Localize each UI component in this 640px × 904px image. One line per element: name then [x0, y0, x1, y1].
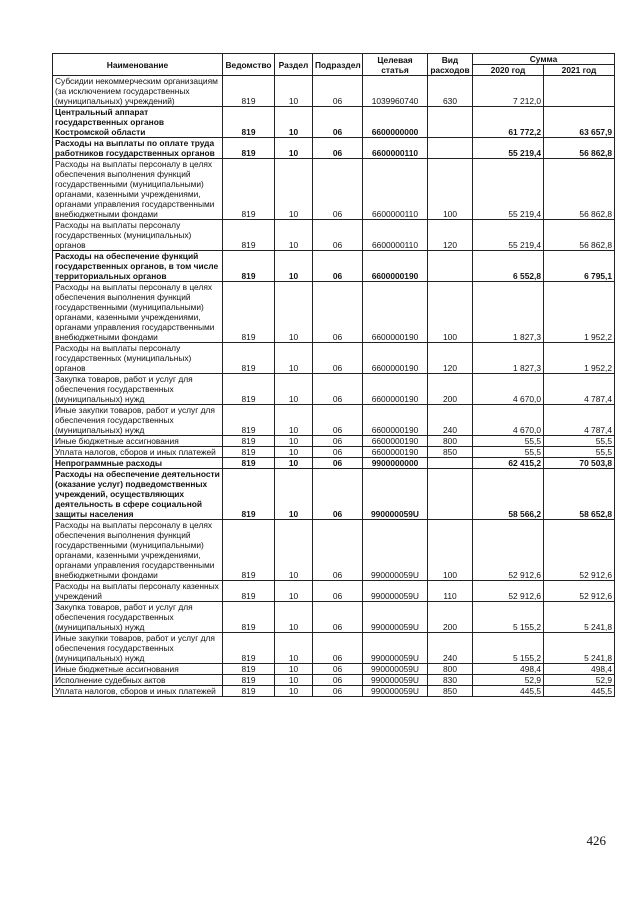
cell-sum-2021: 55,5: [544, 447, 615, 458]
table-row: [53, 107, 615, 138]
cell-target: 990000059U: [363, 602, 428, 633]
cell-section: 10: [275, 282, 313, 343]
table-row: [53, 343, 615, 374]
cell-sum-2021: 52 912,6: [544, 520, 615, 581]
cell-dept: 819: [223, 220, 275, 251]
cell-target: 6600000190: [363, 282, 428, 343]
cell-sum-2021: 58 652,8: [544, 469, 615, 520]
cell-sum-2021: 4 787,4: [544, 405, 615, 436]
cell-sum-2021: 55,5: [544, 436, 615, 447]
cell-exptype: [428, 251, 473, 282]
cell-sum-2021: 56 862,8: [544, 138, 615, 159]
cell-section: 10: [275, 374, 313, 405]
cell-subsection: 06: [313, 686, 363, 697]
cell-dept: 819: [223, 675, 275, 686]
table-body: [53, 76, 615, 697]
cell-sum-2020: 4 670,0: [473, 374, 544, 405]
cell-name: Иные закупки товаров, работ и услуг для обеспечения государственных (муниципальных) нужд: [53, 405, 223, 436]
cell-sum-2020: 7 212,0: [473, 76, 544, 107]
cell-subsection: 06: [313, 458, 363, 469]
cell-subsection: 06: [313, 633, 363, 664]
cell-target: 990000059U: [363, 469, 428, 520]
cell-target: 1039960740: [363, 76, 428, 107]
table-row: [53, 405, 615, 436]
table-header-row: [53, 54, 615, 65]
table-row: [53, 76, 615, 107]
cell-sum-2021: 445,5: [544, 686, 615, 697]
header-sum: Сумма: [473, 54, 615, 65]
cell-name: Расходы на выплаты по оплате труда работников государственных органов: [53, 138, 223, 159]
cell-sum-2020: 498,4: [473, 664, 544, 675]
cell-name: Расходы на выплаты персоналу государственных (муниципальных) органов: [53, 220, 223, 251]
cell-dept: 819: [223, 469, 275, 520]
cell-subsection: 06: [313, 282, 363, 343]
cell-target: 6600000110: [363, 159, 428, 220]
cell-exptype: 800: [428, 436, 473, 447]
cell-subsection: 06: [313, 581, 363, 602]
cell-exptype: [428, 138, 473, 159]
cell-target: 990000059U: [363, 520, 428, 581]
cell-section: 10: [275, 458, 313, 469]
cell-subsection: 06: [313, 374, 363, 405]
cell-exptype: 120: [428, 220, 473, 251]
cell-target: 6600000110: [363, 220, 428, 251]
cell-exptype: 830: [428, 675, 473, 686]
cell-sum-2021: 56 862,8: [544, 159, 615, 220]
cell-exptype: 240: [428, 405, 473, 436]
cell-name: Уплата налогов, сборов и иных платежей: [53, 686, 223, 697]
header-name: Наименование: [53, 54, 223, 76]
cell-sum-2021: 52,9: [544, 675, 615, 686]
cell-sum-2020: 4 670,0: [473, 405, 544, 436]
table-row: [53, 675, 615, 686]
cell-subsection: 06: [313, 675, 363, 686]
cell-dept: 819: [223, 159, 275, 220]
cell-sum-2021: 63 657,9: [544, 107, 615, 138]
cell-target: 6600000190: [363, 436, 428, 447]
table-row: [53, 581, 615, 602]
table-row: [53, 520, 615, 581]
cell-subsection: 06: [313, 251, 363, 282]
table-row: [53, 220, 615, 251]
header-year-2021: 2021 год: [544, 65, 615, 76]
cell-dept: 819: [223, 520, 275, 581]
cell-name: Исполнение судебных актов: [53, 675, 223, 686]
cell-exptype: 850: [428, 686, 473, 697]
budget-table: [52, 53, 615, 697]
cell-name: Расходы на обеспечение функций государственных органов, в том числе территориальных органов: [53, 251, 223, 282]
header-section: Раздел: [275, 54, 313, 76]
cell-exptype: 100: [428, 520, 473, 581]
cell-subsection: 06: [313, 447, 363, 458]
cell-sum-2020: 5 155,2: [473, 633, 544, 664]
table-row: [53, 469, 615, 520]
cell-subsection: 06: [313, 76, 363, 107]
cell-exptype: [428, 458, 473, 469]
table-row: [53, 664, 615, 675]
cell-sum-2020: 55 219,4: [473, 220, 544, 251]
cell-section: 10: [275, 520, 313, 581]
cell-sum-2020: 55,5: [473, 447, 544, 458]
cell-dept: 819: [223, 458, 275, 469]
cell-section: 10: [275, 343, 313, 374]
cell-section: 10: [275, 675, 313, 686]
cell-section: 10: [275, 220, 313, 251]
table-row: [53, 436, 615, 447]
cell-exptype: 800: [428, 664, 473, 675]
cell-target: 6600000190: [363, 447, 428, 458]
cell-exptype: [428, 469, 473, 520]
cell-sum-2020: 55,5: [473, 436, 544, 447]
cell-target: 990000059U: [363, 664, 428, 675]
cell-sum-2021: [544, 76, 615, 107]
cell-name: Закупка товаров, работ и услуг для обеспечения государственных (муниципальных) нужд: [53, 602, 223, 633]
cell-dept: 819: [223, 107, 275, 138]
cell-subsection: 06: [313, 520, 363, 581]
cell-name: Иные бюджетные ассигнования: [53, 436, 223, 447]
cell-sum-2020: 55 219,4: [473, 138, 544, 159]
cell-name: Закупка товаров, работ и услуг для обеспечения государственных (муниципальных) нужд: [53, 374, 223, 405]
cell-name: Расходы на выплаты персоналу государственных (муниципальных) органов: [53, 343, 223, 374]
cell-target: 990000059U: [363, 686, 428, 697]
cell-target: 990000059U: [363, 633, 428, 664]
cell-exptype: 100: [428, 159, 473, 220]
cell-subsection: 06: [313, 664, 363, 675]
cell-sum-2020: 58 566,2: [473, 469, 544, 520]
table-row: [53, 159, 615, 220]
cell-dept: 819: [223, 633, 275, 664]
cell-name: Центральный аппарат государственных органов Костромской области: [53, 107, 223, 138]
cell-sum-2020: 61 772,2: [473, 107, 544, 138]
cell-subsection: 06: [313, 107, 363, 138]
cell-dept: 819: [223, 282, 275, 343]
cell-target: 990000059U: [363, 581, 428, 602]
cell-dept: 819: [223, 664, 275, 675]
cell-sum-2020: 5 155,2: [473, 602, 544, 633]
cell-section: 10: [275, 602, 313, 633]
table-row: [53, 447, 615, 458]
cell-sum-2020: 52,9: [473, 675, 544, 686]
cell-sum-2020: 52 912,6: [473, 520, 544, 581]
cell-subsection: 06: [313, 602, 363, 633]
header-dept: Ведомство: [223, 54, 275, 76]
cell-exptype: [428, 107, 473, 138]
cell-exptype: 630: [428, 76, 473, 107]
page-number: 426: [586, 833, 606, 848]
cell-name: Субсидии некоммерческим организациям (за исключением государственных (муниципальных) учреждений): [53, 76, 223, 107]
cell-target: 6600000190: [363, 343, 428, 374]
cell-section: 10: [275, 581, 313, 602]
cell-name: Уплата налогов, сборов и иных платежей: [53, 447, 223, 458]
cell-dept: 819: [223, 251, 275, 282]
cell-exptype: 110: [428, 581, 473, 602]
cell-target: 6600000000: [363, 107, 428, 138]
cell-target: 6600000190: [363, 251, 428, 282]
cell-name: Расходы на выплаты персоналу в целях обеспечения выполнения функций государственными (муниципальными) органами, казенными учреждениями, органами управления государственными внебюджетными фондами: [53, 282, 223, 343]
cell-sum-2021: 5 241,8: [544, 602, 615, 633]
cell-subsection: 06: [313, 343, 363, 374]
cell-target: 6600000110: [363, 138, 428, 159]
cell-section: 10: [275, 436, 313, 447]
cell-sum-2020: 1 827,3: [473, 343, 544, 374]
cell-section: 10: [275, 76, 313, 107]
cell-dept: 819: [223, 343, 275, 374]
cell-dept: 819: [223, 686, 275, 697]
cell-dept: 819: [223, 374, 275, 405]
cell-name: Расходы на выплаты персоналу в целях обеспечения выполнения функций государственными (муниципальными) органами, казенными учреждениями, органами управления государственными внебюджетными фондами: [53, 159, 223, 220]
table-row: [53, 602, 615, 633]
cell-dept: 819: [223, 138, 275, 159]
cell-dept: 819: [223, 436, 275, 447]
cell-subsection: 06: [313, 436, 363, 447]
cell-dept: 819: [223, 581, 275, 602]
cell-section: 10: [275, 107, 313, 138]
header-subsection: Подраздел: [313, 54, 363, 76]
cell-exptype: 100: [428, 282, 473, 343]
cell-dept: 819: [223, 76, 275, 107]
cell-sum-2020: 55 219,4: [473, 159, 544, 220]
cell-exptype: 850: [428, 447, 473, 458]
cell-name: Иные бюджетные ассигнования: [53, 664, 223, 675]
cell-target: 990000059U: [363, 675, 428, 686]
cell-subsection: 06: [313, 220, 363, 251]
header-target: Целевая статья: [363, 54, 428, 76]
cell-exptype: 200: [428, 602, 473, 633]
cell-name: Расходы на выплаты персоналу в целях обеспечения выполнения функций государственными (муниципальными) органами, казенными учреждениями, органами управления государственными внебюджетными фондами: [53, 520, 223, 581]
table-row: [53, 374, 615, 405]
cell-target: 9900000000: [363, 458, 428, 469]
cell-sum-2021: 6 795,1: [544, 251, 615, 282]
cell-sum-2021: 70 503,8: [544, 458, 615, 469]
cell-name: Расходы на обеспечение деятельности (оказание услуг) подведомственных учреждений, осуществляющих деятельность в сфере социальной защиты населения: [53, 469, 223, 520]
header-year-2020: 2020 год: [473, 65, 544, 76]
table-row: [53, 458, 615, 469]
cell-dept: 819: [223, 602, 275, 633]
cell-sum-2020: 52 912,6: [473, 581, 544, 602]
cell-target: 6600000190: [363, 405, 428, 436]
cell-sum-2021: 5 241,8: [544, 633, 615, 664]
cell-target: 6600000190: [363, 374, 428, 405]
cell-sum-2020: 445,5: [473, 686, 544, 697]
cell-name: Непрограммные расходы: [53, 458, 223, 469]
cell-sum-2021: 1 952,2: [544, 282, 615, 343]
cell-subsection: 06: [313, 159, 363, 220]
table-row: [53, 138, 615, 159]
header-exptype: Вид расходов: [428, 54, 473, 76]
table-row: [53, 686, 615, 697]
cell-exptype: 120: [428, 343, 473, 374]
cell-subsection: 06: [313, 469, 363, 520]
cell-section: 10: [275, 447, 313, 458]
cell-section: 10: [275, 633, 313, 664]
cell-sum-2020: 6 552,8: [473, 251, 544, 282]
cell-exptype: 200: [428, 374, 473, 405]
cell-sum-2020: 1 827,3: [473, 282, 544, 343]
cell-dept: 819: [223, 447, 275, 458]
cell-section: 10: [275, 159, 313, 220]
cell-subsection: 06: [313, 405, 363, 436]
cell-section: 10: [275, 405, 313, 436]
cell-sum-2021: 1 952,2: [544, 343, 615, 374]
cell-dept: 819: [223, 405, 275, 436]
table-row: [53, 282, 615, 343]
cell-section: 10: [275, 664, 313, 675]
table-row: [53, 251, 615, 282]
cell-sum-2021: 52 912,6: [544, 581, 615, 602]
cell-sum-2021: 56 862,8: [544, 220, 615, 251]
cell-name: Расходы на выплаты персоналу казенных учреждений: [53, 581, 223, 602]
cell-exptype: 240: [428, 633, 473, 664]
cell-section: 10: [275, 469, 313, 520]
cell-section: 10: [275, 251, 313, 282]
cell-subsection: 06: [313, 138, 363, 159]
cell-section: 10: [275, 686, 313, 697]
table-row: [53, 633, 615, 664]
cell-section: 10: [275, 138, 313, 159]
cell-sum-2021: 4 787,4: [544, 374, 615, 405]
cell-sum-2021: 498,4: [544, 664, 615, 675]
cell-sum-2020: 62 415,2: [473, 458, 544, 469]
cell-name: Иные закупки товаров, работ и услуг для обеспечения государственных (муниципальных) нужд: [53, 633, 223, 664]
